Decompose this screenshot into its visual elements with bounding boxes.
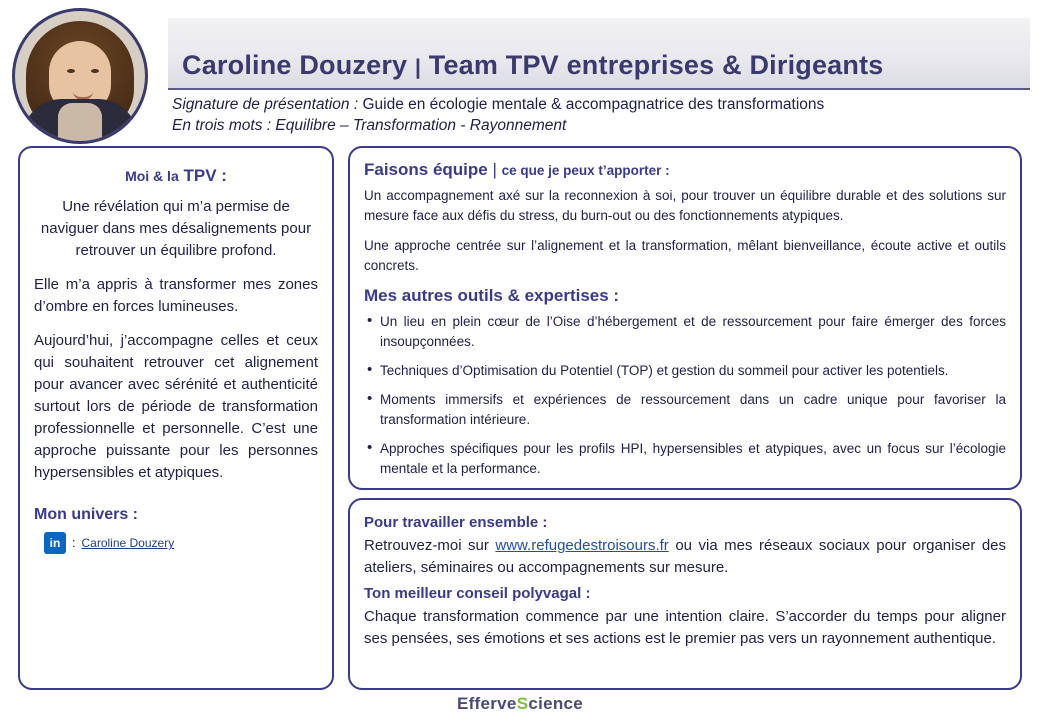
about-paragraph: Aujourd’hui, j’accompagne celles et ceux qui souhaitent retrouver cet alignement pour avancer avec sérénité et authenticité surtout lors de période de transformation professionnelle et personnelle. C’est une approche puissante pour les personnes hypersensibles et atypiques. <box>34 332 318 481</box>
website-link[interactable]: www.refugedestroisours.fr <box>495 537 669 554</box>
list-item: • Techniques d’Optimisation du Potentiel (TOP) et gestion du sommeil pour activer les potentiels. <box>364 361 1006 381</box>
card-about-me-title <box>34 166 318 186</box>
header-subtitles <box>172 94 1032 136</box>
advice-title: Ton meilleur conseil polyvagal : <box>364 585 591 602</box>
team-paragraph: Une approche centrée sur l’alignement et la transformation, mêlant bienveillance, écoute active et outils concrets. <box>364 238 1006 273</box>
signature-value: Guide en écologie mentale & accompagnatrice des transformations <box>362 96 825 113</box>
work-intro-after: ou via mes réseaux sociaux pour organiser des ateliers, séminaires ou accompagnements sur mesure. <box>364 537 1006 576</box>
three-words-value: Equilibre – Transformation - Rayonnement <box>275 117 567 134</box>
brand-logo <box>457 694 583 714</box>
header-name: Caroline Douzery <box>182 50 408 80</box>
list-item: • Moments immersifs et expériences de ressourcement dans un cadre unique pour favoriser la transformation intérieure. <box>364 390 1006 430</box>
header-separator: | <box>414 56 422 79</box>
logo-part3: cience <box>528 694 584 713</box>
signature-line <box>172 94 1032 115</box>
work-intro-before: Retrouvez-moi sur <box>364 537 489 554</box>
team-title-suffix: ce que je peux t’apporter : <box>501 163 670 178</box>
team-paragraph: Un accompagnement axé sur la reconnexion à soi, pour trouver un équilibre durable et des solutions sur mesure face aux défis du stress, du burn-out ou des fonctionnements atypiques. <box>364 188 1006 223</box>
linkedin-prefix: : <box>72 536 76 550</box>
team-title-main: Faisons équipe <box>364 160 488 179</box>
about-title-part2: TPV : <box>183 166 227 185</box>
avatar <box>12 8 148 144</box>
about-title-part1: Moi & la <box>125 168 179 184</box>
page-title <box>182 50 1030 81</box>
linkedin-row[interactable] <box>34 532 318 554</box>
three-words-label: En trois mots : <box>172 117 272 134</box>
about-paragraph: Elle m’a appris à transformer mes zones d’ombre en forces lumineuses. <box>34 276 318 315</box>
card-about-me <box>18 146 334 690</box>
tools-title: Mes autres outils & expertises : <box>364 286 620 305</box>
logo-part1: Efferve <box>456 694 517 713</box>
avatar-shirt <box>58 103 102 144</box>
header-team: Team TPV entreprises & Dirigeants <box>428 50 884 80</box>
signature-label: Signature de présentation : <box>172 96 359 113</box>
footer <box>0 694 1040 714</box>
logo-part2: S <box>516 694 529 713</box>
avatar-eye-left <box>67 69 75 73</box>
list-item: • Approches spécifiques pour les profils HPI, hypersensibles et atypiques, avec un focus sur l’écologie mentale et la performance. <box>364 439 1006 479</box>
about-paragraph: Une révélation qui m’a permise de naviguer dans mes désalignements pour retrouver un équilibre profond. <box>40 198 312 259</box>
card-team <box>348 146 1022 490</box>
work-title: Pour travailler ensemble : <box>364 514 548 531</box>
card-work-together <box>348 498 1022 690</box>
header <box>0 0 1040 142</box>
avatar-eye-right <box>91 69 99 73</box>
linkedin-link[interactable]: Caroline Douzery <box>81 536 175 550</box>
tools-list <box>364 312 1006 479</box>
list-item: • Un lieu en plein cœur de l’Oise d’hébergement et de ressourcement pour faire émerger des forces insoupçonnées. <box>364 312 1006 352</box>
universe-title: Mon univers : <box>34 506 139 523</box>
card-team-title <box>364 160 1006 180</box>
team-title-separator: | <box>492 160 497 179</box>
work-intro <box>364 535 1006 579</box>
advice-text: Chaque transformation commence par une intention claire. S’accorder du temps pour aligner ses pensées, ses émotions et ses actions est le premier pas vers un rayonnement authentique. <box>364 608 1006 647</box>
linkedin-icon[interactable]: in <box>44 532 66 554</box>
three-words-line <box>172 115 1032 136</box>
